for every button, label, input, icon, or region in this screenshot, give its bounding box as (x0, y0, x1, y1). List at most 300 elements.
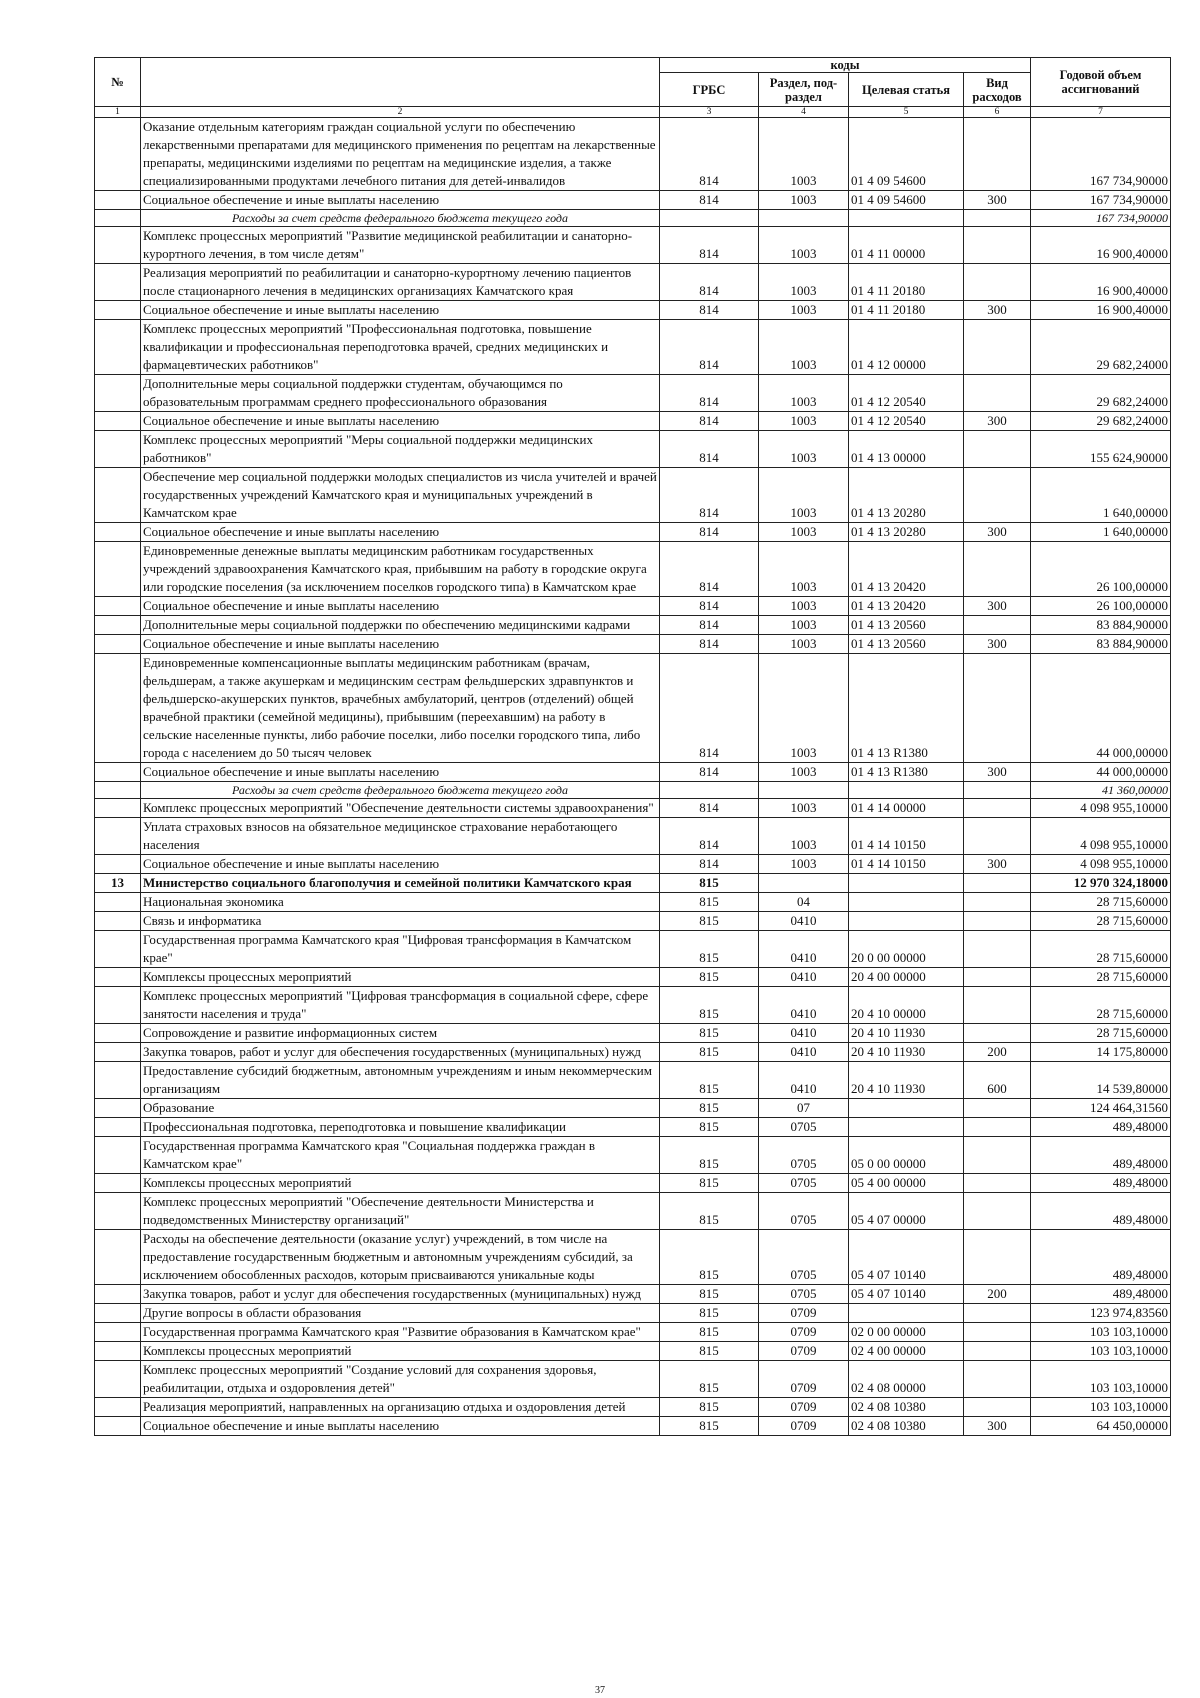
row-amount: 124 464,31560 (1031, 1099, 1171, 1118)
row-razdel: 1003 (759, 542, 849, 597)
row-amount: 29 682,24000 (1031, 375, 1171, 412)
row-razdel: 0705 (759, 1174, 849, 1193)
row-grbs: 815 (660, 1230, 759, 1285)
row-expense-type (964, 210, 1031, 227)
row-grbs: 815 (660, 1323, 759, 1342)
row-expense-type (964, 893, 1031, 912)
budget-sheet (94, 57, 1170, 1436)
row-grbs: 814 (660, 597, 759, 616)
row-razdel: 1003 (759, 468, 849, 523)
row-expense-type (964, 1137, 1031, 1174)
row-target-article: 01 4 11 20180 (849, 264, 964, 301)
row-razdel: 0709 (759, 1398, 849, 1417)
row-expense-type (964, 1398, 1031, 1417)
row-expense-type (964, 468, 1031, 523)
row-target-article: 05 4 00 00000 (849, 1174, 964, 1193)
row-expense-type (964, 1304, 1031, 1323)
row-grbs: 815 (660, 1062, 759, 1099)
row-amount: 28 715,60000 (1031, 912, 1171, 931)
row-grbs: 815 (660, 1361, 759, 1398)
row-name: Связь и информатика (141, 912, 660, 931)
table-row (95, 542, 1171, 597)
table-row (95, 1398, 1171, 1417)
row-number: 13 (95, 874, 141, 893)
row-razdel: 0709 (759, 1361, 849, 1398)
row-expense-type: 300 (964, 763, 1031, 782)
row-grbs: 814 (660, 118, 759, 191)
budget-table (94, 57, 1171, 1436)
row-name: Дополнительные меры социальной поддержки студентам, обучающимся по образовательным программам среднего профессионального образования (141, 375, 660, 412)
row-razdel: 1003 (759, 320, 849, 375)
row-razdel: 1003 (759, 264, 849, 301)
row-name: Социальное обеспечение и иные выплаты населению (141, 412, 660, 431)
row-name: Государственная программа Камчатского края "Социальная поддержка граждан в Камчатском крае" (141, 1137, 660, 1174)
table-row (95, 523, 1171, 542)
row-name: Единовременные денежные выплаты медицинским работникам государственных учреждений здравоохранения Камчатского края, прибывшим на работу в городские округа или городские поселения (за исключением поселков городского типа) в Камчатском крае (141, 542, 660, 597)
table-row (95, 227, 1171, 264)
row-number (95, 635, 141, 654)
row-razdel: 1003 (759, 412, 849, 431)
row-name: Закупка товаров, работ и услуг для обеспечения государственных (муниципальных) нужд (141, 1285, 660, 1304)
row-grbs (660, 210, 759, 227)
table-row (95, 1043, 1171, 1062)
row-target-article (849, 1304, 964, 1323)
row-name: Социальное обеспечение и иные выплаты населению (141, 855, 660, 874)
row-amount: 1 640,00000 (1031, 468, 1171, 523)
row-razdel (759, 210, 849, 227)
table-row (95, 1137, 1171, 1174)
row-name: Комплекс процессных мероприятий "Обеспечение деятельности системы здравоохранения" (141, 799, 660, 818)
table-row (95, 1417, 1171, 1436)
row-razdel: 0709 (759, 1304, 849, 1323)
row-grbs: 814 (660, 542, 759, 597)
row-amount: 1 640,00000 (1031, 523, 1171, 542)
row-number (95, 763, 141, 782)
row-amount: 16 900,40000 (1031, 264, 1171, 301)
row-name: Национальная экономика (141, 893, 660, 912)
table-section-row (95, 874, 1171, 893)
row-razdel: 0410 (759, 1024, 849, 1043)
header-celevaya: Целевая статья (849, 73, 964, 107)
row-name: Социальное обеспечение и иные выплаты населению (141, 301, 660, 320)
row-razdel: 0410 (759, 968, 849, 987)
row-number (95, 912, 141, 931)
header-codes: коды (660, 58, 1031, 73)
row-target-article: 01 4 13 00000 (849, 431, 964, 468)
row-amount: 26 100,00000 (1031, 542, 1171, 597)
table-row (95, 597, 1171, 616)
row-grbs: 814 (660, 227, 759, 264)
row-name: Государственная программа Камчатского края "Цифровая трансформация в Камчатском крае" (141, 931, 660, 968)
row-razdel: 0410 (759, 912, 849, 931)
row-amount: 83 884,90000 (1031, 616, 1171, 635)
row-amount: 103 103,10000 (1031, 1398, 1171, 1417)
header-razdel: Раздел, под-раздел (759, 73, 849, 107)
table-row (95, 431, 1171, 468)
row-name: Социальное обеспечение и иные выплаты населению (141, 597, 660, 616)
row-amount: 28 715,60000 (1031, 968, 1171, 987)
row-expense-type: 300 (964, 855, 1031, 874)
row-razdel: 0709 (759, 1342, 849, 1361)
row-number (95, 1285, 141, 1304)
row-razdel: 1003 (759, 855, 849, 874)
row-expense-type (964, 320, 1031, 375)
row-grbs: 815 (660, 1398, 759, 1417)
row-expense-type: 300 (964, 191, 1031, 210)
row-number (95, 1137, 141, 1174)
row-expense-type (964, 968, 1031, 987)
row-grbs: 814 (660, 412, 759, 431)
column-number: 5 (849, 107, 964, 118)
row-target-article (849, 210, 964, 227)
row-expense-type: 300 (964, 412, 1031, 431)
row-razdel: 1003 (759, 227, 849, 264)
row-amount: 489,48000 (1031, 1118, 1171, 1137)
row-name: Закупка товаров, работ и услуг для обеспечения государственных (муниципальных) нужд (141, 1043, 660, 1062)
table-row (95, 1342, 1171, 1361)
header-name (141, 58, 660, 107)
row-amount: 44 000,00000 (1031, 654, 1171, 763)
row-target-article: 20 4 00 00000 (849, 968, 964, 987)
row-target-article (849, 874, 964, 893)
row-name: Реализация мероприятий по реабилитации и санаторно-курортному лечению пациентов после стационарного лечения в медицинских организациях Камчатского края (141, 264, 660, 301)
row-number (95, 1193, 141, 1230)
row-number (95, 855, 141, 874)
row-grbs: 814 (660, 375, 759, 412)
row-expense-type (964, 874, 1031, 893)
row-grbs: 814 (660, 301, 759, 320)
row-razdel: 0410 (759, 987, 849, 1024)
header-grbs: ГРБС (660, 73, 759, 107)
row-amount: 16 900,40000 (1031, 227, 1171, 264)
row-number (95, 412, 141, 431)
row-target-article: 01 4 11 20180 (849, 301, 964, 320)
row-expense-type (964, 1342, 1031, 1361)
row-amount: 489,48000 (1031, 1230, 1171, 1285)
row-amount: 41 360,00000 (1031, 782, 1171, 799)
row-target-article: 01 4 13 20280 (849, 468, 964, 523)
row-amount: 14 175,80000 (1031, 1043, 1171, 1062)
row-number (95, 1304, 141, 1323)
row-number (95, 1118, 141, 1137)
table-row (95, 799, 1171, 818)
row-amount: 29 682,24000 (1031, 320, 1171, 375)
table-row (95, 468, 1171, 523)
row-target-article: 02 0 00 00000 (849, 1323, 964, 1342)
row-razdel: 1003 (759, 616, 849, 635)
row-number (95, 1174, 141, 1193)
row-grbs: 814 (660, 799, 759, 818)
row-grbs (660, 782, 759, 799)
row-number (95, 799, 141, 818)
row-expense-type (964, 431, 1031, 468)
row-expense-type (964, 1193, 1031, 1230)
row-number (95, 468, 141, 523)
row-expense-type (964, 987, 1031, 1024)
table-header (95, 58, 1171, 118)
row-grbs: 815 (660, 1193, 759, 1230)
table-row (95, 968, 1171, 987)
row-target-article (849, 912, 964, 931)
table-row (95, 264, 1171, 301)
row-expense-type (964, 1361, 1031, 1398)
table-row (95, 654, 1171, 763)
row-number (95, 893, 141, 912)
row-amount: 29 682,24000 (1031, 412, 1171, 431)
row-number (95, 542, 141, 597)
row-name: Социальное обеспечение и иные выплаты населению (141, 1417, 660, 1436)
row-name: Расходы за счет средств федерального бюджета текущего года (141, 210, 660, 227)
row-amount: 12 970 324,18000 (1031, 874, 1171, 893)
row-amount: 103 103,10000 (1031, 1323, 1171, 1342)
row-grbs: 815 (660, 1118, 759, 1137)
row-expense-type (964, 616, 1031, 635)
row-grbs: 815 (660, 1342, 759, 1361)
row-razdel: 0705 (759, 1118, 849, 1137)
column-number: 6 (964, 107, 1031, 118)
row-name: Другие вопросы в области образования (141, 1304, 660, 1323)
row-grbs: 815 (660, 931, 759, 968)
row-target-article: 05 4 07 10140 (849, 1285, 964, 1304)
row-amount: 167 734,90000 (1031, 210, 1171, 227)
row-number (95, 301, 141, 320)
row-razdel: 0410 (759, 1062, 849, 1099)
row-razdel: 1003 (759, 763, 849, 782)
row-name: Комплексы процессных мероприятий (141, 1174, 660, 1193)
row-target-article: 01 4 09 54600 (849, 118, 964, 191)
row-target-article (849, 1118, 964, 1137)
row-number (95, 1342, 141, 1361)
row-amount: 489,48000 (1031, 1193, 1171, 1230)
row-amount: 16 900,40000 (1031, 301, 1171, 320)
row-expense-type: 200 (964, 1285, 1031, 1304)
table-row (95, 301, 1171, 320)
table-body (95, 118, 1171, 1436)
table-row (95, 1174, 1171, 1193)
row-expense-type (964, 799, 1031, 818)
row-amount: 14 539,80000 (1031, 1062, 1171, 1099)
row-name: Комплекс процессных мероприятий "Меры социальной поддержки медицинских работников" (141, 431, 660, 468)
row-name: Государственная программа Камчатского края "Развитие образования в Камчатском крае" (141, 1323, 660, 1342)
row-number (95, 1230, 141, 1285)
row-name: Социальное обеспечение и иные выплаты населению (141, 763, 660, 782)
row-target-article: 20 4 10 11930 (849, 1024, 964, 1043)
row-razdel: 1003 (759, 118, 849, 191)
row-grbs: 814 (660, 654, 759, 763)
column-numbers-row (95, 107, 1171, 118)
row-amount: 167 734,90000 (1031, 191, 1171, 210)
row-number (95, 431, 141, 468)
row-number (95, 968, 141, 987)
row-amount: 28 715,60000 (1031, 893, 1171, 912)
row-razdel: 04 (759, 893, 849, 912)
table-row (95, 1118, 1171, 1137)
row-expense-type (964, 818, 1031, 855)
table-note-row (95, 782, 1171, 799)
row-name: Обеспечение мер социальной поддержки молодых специалистов из числа учителей и врачей государственных учреждений Камчатского края и муниципальных учреждений в Камчатском крае (141, 468, 660, 523)
row-expense-type (964, 1230, 1031, 1285)
table-row (95, 375, 1171, 412)
column-number: 4 (759, 107, 849, 118)
row-grbs: 815 (660, 987, 759, 1024)
table-row (95, 855, 1171, 874)
table-row (95, 987, 1171, 1024)
table-row (95, 1230, 1171, 1285)
row-target-article (849, 1099, 964, 1118)
row-grbs: 814 (660, 264, 759, 301)
row-number (95, 1062, 141, 1099)
row-razdel: 1003 (759, 597, 849, 616)
row-target-article: 01 4 14 10150 (849, 818, 964, 855)
row-number (95, 1099, 141, 1118)
column-number: 2 (141, 107, 660, 118)
row-grbs: 815 (660, 1137, 759, 1174)
row-target-article: 01 4 13 20420 (849, 597, 964, 616)
row-target-article: 01 4 11 00000 (849, 227, 964, 264)
row-name: Сопровождение и развитие информационных систем (141, 1024, 660, 1043)
row-target-article (849, 782, 964, 799)
row-amount: 103 103,10000 (1031, 1361, 1171, 1398)
row-razdel: 1003 (759, 523, 849, 542)
table-row (95, 893, 1171, 912)
row-razdel: 07 (759, 1099, 849, 1118)
row-target-article: 01 4 12 00000 (849, 320, 964, 375)
row-name: Единовременные компенсационные выплаты медицинским работникам (врачам, фельдшерам, а также акушеркам и медицинским сестрам фельдшерских здравпунктов и фельдшерско-акушерских пунктов, врачебных амбулаторий, центров (отделений) общей врачебной практики (семейной медицины), прибывшим (переехавшим) на работу в сельские населенные пункты, либо рабочие поселки, либо поселки городского типа, либо города с населением до 50 тысяч человек (141, 654, 660, 763)
table-row (95, 931, 1171, 968)
row-number (95, 320, 141, 375)
row-name: Уплата страховых взносов на обязательное медицинское страхование неработающего населения (141, 818, 660, 855)
table-row (95, 1193, 1171, 1230)
row-grbs: 814 (660, 855, 759, 874)
row-expense-type (964, 1099, 1031, 1118)
row-amount: 4 098 955,10000 (1031, 855, 1171, 874)
row-amount: 4 098 955,10000 (1031, 799, 1171, 818)
header-num: № (95, 58, 141, 107)
row-target-article: 01 4 13 20420 (849, 542, 964, 597)
row-razdel (759, 874, 849, 893)
column-number: 3 (660, 107, 759, 118)
row-grbs: 815 (660, 1417, 759, 1436)
row-expense-type: 300 (964, 635, 1031, 654)
row-expense-type (964, 912, 1031, 931)
row-number (95, 264, 141, 301)
row-name: Социальное обеспечение и иные выплаты населению (141, 635, 660, 654)
row-razdel: 1003 (759, 654, 849, 763)
row-razdel (759, 782, 849, 799)
row-grbs: 815 (660, 912, 759, 931)
row-name: Социальное обеспечение и иные выплаты населению (141, 523, 660, 542)
table-row (95, 191, 1171, 210)
row-target-article: 01 4 09 54600 (849, 191, 964, 210)
row-number (95, 1043, 141, 1062)
row-target-article: 05 0 00 00000 (849, 1137, 964, 1174)
row-amount: 167 734,90000 (1031, 118, 1171, 191)
row-razdel: 1003 (759, 635, 849, 654)
row-expense-type (964, 227, 1031, 264)
row-grbs: 815 (660, 1043, 759, 1062)
row-name: Реализация мероприятий, направленных на организацию отдыха и оздоровления детей (141, 1398, 660, 1417)
table-row (95, 1323, 1171, 1342)
row-name: Социальное обеспечение и иные выплаты населению (141, 191, 660, 210)
row-target-article: 01 4 14 10150 (849, 855, 964, 874)
row-grbs: 814 (660, 191, 759, 210)
row-razdel: 1003 (759, 375, 849, 412)
row-number (95, 597, 141, 616)
row-amount: 28 715,60000 (1031, 987, 1171, 1024)
row-grbs: 815 (660, 1024, 759, 1043)
row-expense-type (964, 931, 1031, 968)
row-target-article: 01 4 14 00000 (849, 799, 964, 818)
row-target-article: 01 4 12 20540 (849, 412, 964, 431)
row-expense-type (964, 1118, 1031, 1137)
row-number (95, 1024, 141, 1043)
row-number (95, 118, 141, 191)
row-grbs: 814 (660, 763, 759, 782)
row-grbs: 815 (660, 874, 759, 893)
row-expense-type (964, 118, 1031, 191)
table-row (95, 635, 1171, 654)
row-target-article: 02 4 08 00000 (849, 1361, 964, 1398)
row-name: Комплексы процессных мероприятий (141, 1342, 660, 1361)
table-row (95, 912, 1171, 931)
table-row (95, 763, 1171, 782)
row-target-article: 01 4 13 R1380 (849, 763, 964, 782)
row-name: Комплекс процессных мероприятий "Профессиональная подготовка, повышение квалификации и профессиональная переподготовка врачей, средних медицинских и фармацевтических работников" (141, 320, 660, 375)
table-note-row (95, 210, 1171, 227)
row-target-article: 01 4 13 20560 (849, 616, 964, 635)
table-row (95, 1304, 1171, 1323)
row-name: Расходы за счет средств федерального бюджета текущего года (141, 782, 660, 799)
row-name: Профессиональная подготовка, переподготовка и повышение квалификации (141, 1118, 660, 1137)
table-row (95, 1099, 1171, 1118)
row-razdel: 1003 (759, 799, 849, 818)
row-expense-type (964, 1024, 1031, 1043)
row-target-article: 02 4 00 00000 (849, 1342, 964, 1361)
row-razdel: 1003 (759, 818, 849, 855)
row-target-article: 02 4 08 10380 (849, 1417, 964, 1436)
row-grbs: 814 (660, 468, 759, 523)
row-number (95, 1361, 141, 1398)
row-expense-type (964, 782, 1031, 799)
row-grbs: 815 (660, 1304, 759, 1323)
table-row (95, 1062, 1171, 1099)
row-target-article: 02 4 08 10380 (849, 1398, 964, 1417)
column-number: 1 (95, 107, 141, 118)
row-razdel: 1003 (759, 191, 849, 210)
row-expense-type: 300 (964, 301, 1031, 320)
row-number (95, 191, 141, 210)
row-target-article: 05 4 07 00000 (849, 1193, 964, 1230)
column-number: 7 (1031, 107, 1171, 118)
row-expense-type: 300 (964, 523, 1031, 542)
row-razdel: 0410 (759, 1043, 849, 1062)
row-target-article: 01 4 12 20540 (849, 375, 964, 412)
row-razdel: 1003 (759, 301, 849, 320)
row-grbs: 814 (660, 635, 759, 654)
row-number (95, 1323, 141, 1342)
row-number (95, 523, 141, 542)
row-number (95, 616, 141, 635)
row-number (95, 210, 141, 227)
row-target-article: 01 4 13 20280 (849, 523, 964, 542)
row-name: Расходы на обеспечение деятельности (оказание услуг) учреждений, в том числе на предоставление государственным бюджетным и автономным учреждениям субсидий, за исключением обособленных расходов, которым присваиваются уникальные коды (141, 1230, 660, 1285)
row-expense-type (964, 264, 1031, 301)
row-razdel: 1003 (759, 431, 849, 468)
table-row (95, 320, 1171, 375)
table-row (95, 818, 1171, 855)
row-amount: 489,48000 (1031, 1174, 1171, 1193)
row-amount: 155 624,90000 (1031, 431, 1171, 468)
